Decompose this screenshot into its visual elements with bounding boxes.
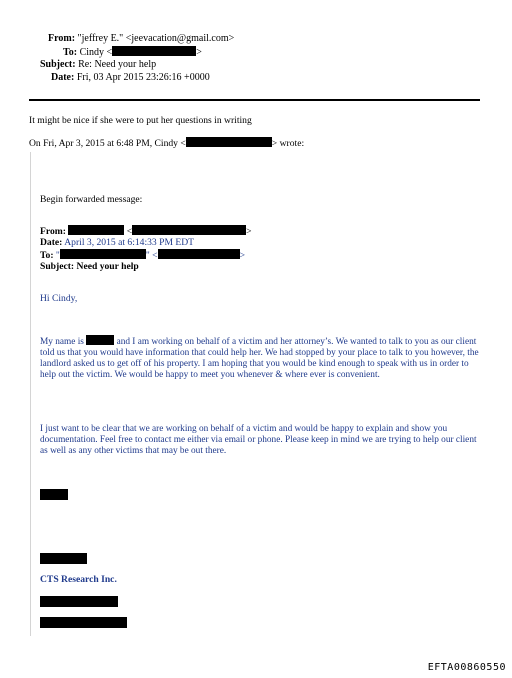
- quote-bar: [30, 152, 31, 636]
- fwd-subject-label: Subject:: [40, 261, 75, 272]
- reply-body: It might be nice if she were to put her questions in writing: [29, 115, 252, 126]
- header-divider: [29, 99, 480, 101]
- redaction-box: [112, 46, 196, 56]
- fwd-date-line: [40, 237, 194, 248]
- redaction-box: [68, 225, 124, 235]
- quote-attribution: [29, 137, 304, 149]
- paragraph-2: I just want to be clear that we are working on behalf of a victim and would be happy to explain and show you documentation. Feel free to contact me either via email or phone. Please keep in mind we are trying to help our client as well as any other victims that may be out there.: [40, 424, 477, 456]
- redaction-box: [132, 225, 246, 235]
- from-value: "jeffrey E." <jeevacation@gmail.com>: [77, 33, 235, 44]
- fwd-subject-value: Need your help: [76, 261, 139, 272]
- redaction-box: [40, 553, 87, 564]
- fwd-date-label: Date:: [40, 237, 63, 248]
- p1-start: My name is: [40, 337, 84, 347]
- fwd-date-value: April 3, 2015 at 6:14:33 PM EDT: [64, 237, 195, 248]
- to-label: To:: [63, 47, 78, 58]
- company-name: CTS Research Inc.: [40, 574, 117, 585]
- to-line: [63, 46, 202, 59]
- redaction-box: [40, 617, 127, 628]
- from-line: [48, 33, 234, 45]
- date-value: Fri, 03 Apr 2015 23:26:16 +0000: [76, 72, 210, 83]
- to-value-prefix: Cindy <: [79, 47, 113, 58]
- p1-rest: and I am working on behalf of a victim and her attorney’s. We wanted to talk to you as our client told us that you would have information that could help her. We had stopped by your place to talk to you however, the landlord asked us to get off of his property. I am hoping that you would be kind enough to speak with us in order to help out the victim. We would be happy to meet you whenever & where ever is convenient.: [40, 337, 479, 380]
- fwd-from-line: [40, 225, 252, 237]
- redaction-box: [186, 137, 272, 147]
- fwd-from-label: From:: [40, 226, 66, 237]
- redaction-box: [40, 489, 68, 500]
- quote-suffix: > wrote:: [271, 138, 305, 149]
- fwd-to-line: To: " " < >: [40, 250, 245, 261]
- to-value-suffix: >: [196, 47, 202, 58]
- forward-intro: Begin forwarded message:: [40, 194, 143, 205]
- quote-prefix: On Fri, Apr 3, 2015 at 6:48 PM, Cindy <: [29, 138, 186, 149]
- redaction-box: [60, 249, 146, 259]
- fwd-to-label: To:: [40, 250, 54, 261]
- date-label: Date:: [51, 72, 75, 83]
- fwd-from-gt: >: [246, 226, 252, 237]
- redaction-box: [158, 249, 240, 259]
- paragraph-1: [40, 335, 480, 381]
- date-line: [51, 72, 210, 84]
- from-label: From:: [48, 33, 76, 44]
- fwd-to-gt: >: [239, 250, 245, 261]
- redaction-box: [86, 335, 114, 345]
- fwd-from-lt: <: [126, 226, 133, 237]
- subject-line: [40, 59, 156, 71]
- subject-label: Subject:: [40, 59, 76, 70]
- subject-value: Re: Need your help: [78, 59, 157, 70]
- fwd-to-quote: " <: [145, 250, 158, 261]
- fwd-subject-line: [40, 261, 139, 272]
- document-id: EFTA00860550: [427, 662, 506, 673]
- redaction-box: [40, 596, 118, 607]
- greeting: Hi Cindy,: [40, 293, 78, 304]
